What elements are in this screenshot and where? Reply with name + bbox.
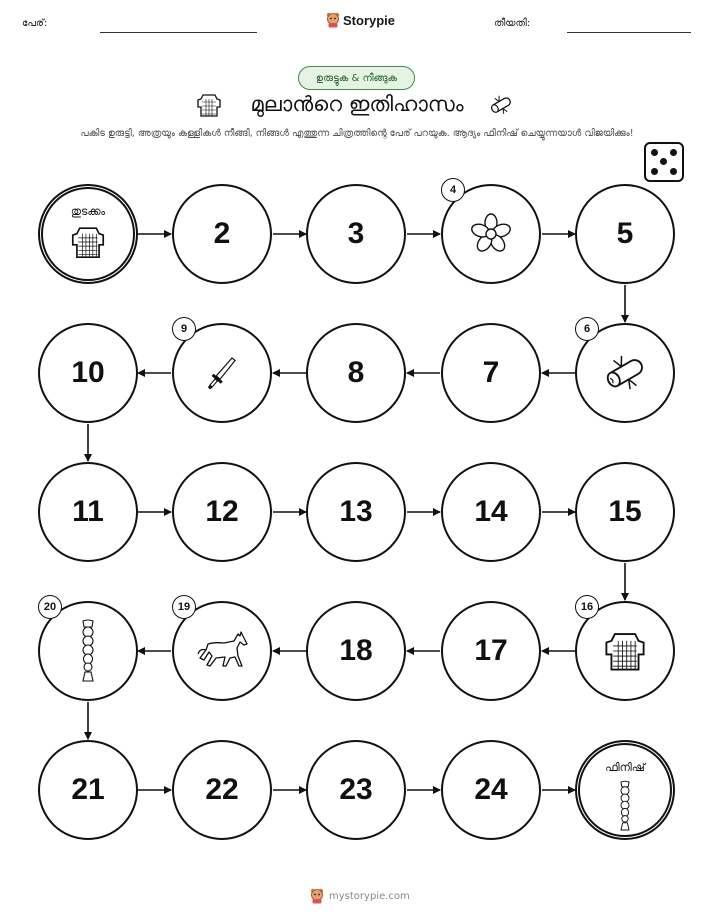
storypie-bear-icon [310,888,324,904]
cell-number: 18 [339,634,373,667]
cell-number: 24 [474,773,508,806]
cell-number: 10 [71,356,105,389]
horse-icon [194,628,250,674]
board-cell-18 [306,601,406,701]
cell-number: 2 [213,217,231,250]
cell-number-badge: 19 [172,595,196,619]
cell-number: 14 [474,495,508,528]
board-cell-3 [306,184,406,284]
page-title: മുലാൻറെ ഇതിഹാസം [250,92,464,116]
start-cell [38,184,138,284]
cell-number-badge: 6 [575,317,599,341]
board-cell-10 [38,323,138,423]
board-cell-16 [575,601,675,701]
cell-number: 15 [608,495,642,528]
board-cell-21 [38,740,138,840]
footer-url[interactable]: mystorypie.com [329,890,410,902]
brand-name: Storypie [343,12,396,28]
board-cell-7 [441,323,541,423]
armor-icon [603,629,647,673]
board-cell-20 [38,601,138,701]
cell-number: 3 [347,217,365,250]
cell-number: 13 [339,495,373,528]
cell-number: 21 [71,773,105,806]
board-cell-9 [172,323,272,423]
board-cell-12 [172,462,272,562]
braid-icon [78,619,98,683]
board-cell-6 [575,323,675,423]
board-cell-15 [575,462,675,562]
flower-icon [469,212,513,256]
name-label: പേര്: [22,18,48,29]
cell-number: 23 [339,773,373,806]
scroll-icon [601,349,649,397]
board-cell-23 [306,740,406,840]
finish-cell [575,740,675,840]
board-cell-19 [172,601,272,701]
finish-label: ഫിനിഷ് [605,761,645,774]
board-cell-5 [575,184,675,284]
cell-number-badge: 4 [441,178,465,202]
board-cell-14 [441,462,541,562]
cell-number: 8 [347,356,365,389]
board-cell-17 [441,601,541,701]
cell-number-badge: 16 [575,595,599,619]
board-cell-4 [441,184,541,284]
activity-badge: ഉരുട്ടുക & നീങ്ങുക [298,66,415,90]
board-cell-8 [306,323,406,423]
cell-number: 5 [616,217,634,250]
armor-icon [70,223,106,261]
date-label: തീയതി: [494,18,531,29]
board-cell-13 [306,462,406,562]
cell-number: 22 [205,773,239,806]
cell-number-badge: 20 [38,595,62,619]
sword-icon [200,351,244,395]
board-cell-24 [441,740,541,840]
instructions-text: പകിട ഉരുട്ടി, അത്രയും കള്ളികൾ നീങ്ങി, നിങ്ങൾ എത്തുന്ന ചിത്രത്തിന്റെ പേര് പറയുക. ആദ്യം ഫിനിഷ് ചെയ്യുന്നയാൾ വിജയിക്കും! [80,128,634,139]
cell-number: 17 [474,634,508,667]
footer [310,888,410,904]
board-cell-2 [172,184,272,284]
cell-number-badge: 9 [172,317,196,341]
board-cell-22 [172,740,272,840]
start-label: തുടക്കം [70,205,106,218]
braid-icon [617,779,633,833]
cell-number: 12 [205,495,239,528]
board-cell-11 [38,462,138,562]
cell-number: 11 [72,495,104,528]
cell-number: 7 [482,356,500,389]
